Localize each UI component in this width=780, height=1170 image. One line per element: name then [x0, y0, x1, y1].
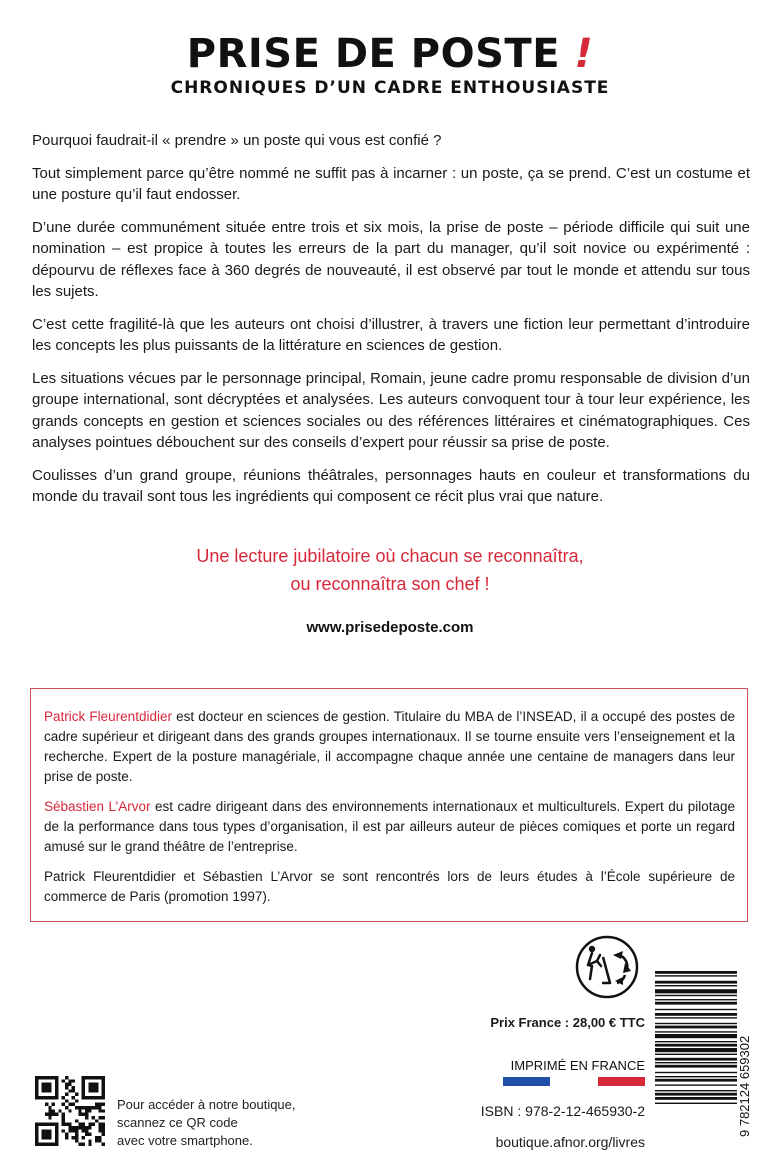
shop-url[interactable]: boutique.afnor.org/livres [495, 1134, 645, 1150]
authors-box [30, 688, 748, 922]
website-link[interactable]: www.prisedeposte.com [306, 619, 474, 636]
barcode-digits: 9 782124 659302 [737, 1035, 752, 1137]
author-1-bio [44, 707, 735, 787]
qr-code [35, 1076, 105, 1146]
price-label: Prix France : 28,00 € TTC [490, 1015, 645, 1030]
qr-caption [117, 1096, 317, 1150]
qr-caption-line: Pour accéder à notre boutique, [117, 1097, 296, 1112]
author-2-bio [44, 797, 735, 857]
printed-in-france: IMPRIMÉ EN FRANCE [510, 1058, 645, 1073]
flag-blue [503, 1077, 550, 1086]
triman-recycling-icon [575, 935, 639, 999]
title-exclamation: ! [574, 31, 594, 77]
book-subtitle: CHRONIQUES D’UN CADRE ENTHOUSIASTE [170, 78, 610, 98]
qr-caption-line: avec votre smartphone. [117, 1133, 253, 1148]
book-title [0, 32, 780, 76]
author-1-name: Patrick Fleurentdidier [44, 709, 172, 724]
french-flag-stripe [503, 1077, 645, 1086]
back-cover-blurb [32, 130, 750, 519]
flag-red [598, 1077, 645, 1086]
isbn-barcode [655, 967, 755, 1157]
author-1-bio-text: est docteur en sciences de gestion. Titulaire du MBA de l’INSEAD, il a occupé des postes de cadre supérieur et dirigeant dans des grands groupes internationaux. Il se tourne ensuite vers l’enseignement et la recherche. Expert de la posture managériale, il accompagne chaque année une centaine de managers dans leur prise de poste. [44, 709, 735, 784]
tagline [0, 542, 780, 598]
tagline-line-1: Une lecture jubilatoire où chacun se reconnaîtra, [196, 546, 584, 566]
authors-meeting: Patrick Fleurentdidier et Sébastien L’Arvor se sont rencontrés lors de leurs études à l’École supérieure de commerce de Paris (promotion 1997). [44, 869, 735, 904]
blurb-paragraph: Tout simplement parce qu’être nommé ne suffit pas à incarner : un poste, ça se prend. C’est un costume et une posture qu’il faut endosser. [32, 164, 750, 203]
blurb-paragraph: D’une durée communément située entre trois et six mois, la prise de poste – période difficile qui suit une nomination – est propice à toutes les erreurs de la part du manager, qu’il soit novice ou expérimenté : dépourvu de réflexes face à 360 degrés de nouveauté, il est observé par tout le monde et attendu sur tous les sujets. [32, 218, 750, 300]
blurb-paragraph: Pourquoi faudrait-il « prendre » un poste qui vous est confié ? [32, 132, 442, 149]
isbn-label: ISBN : 978-2-12-465930-2 [480, 1103, 645, 1119]
author-2-name: Sébastien L’Arvor [44, 799, 151, 814]
blurb-paragraph: C’est cette fragilité-là que les auteurs ont choisi d’illustrer, à travers une fiction leur permettant d’introduire les concepts les plus puissants de la littérature en sciences de gestion. [32, 315, 750, 354]
flag-white [550, 1077, 597, 1086]
blurb-paragraph: Les situations vécues par le personnage principal, Romain, jeune cadre promu responsable de division d’un groupe international, sont décryptées et analysées. Les auteurs convoquent tour à tour leur expérience, les grands concepts en gestion et sciences sociales ou des références littéraires et cinématographiques. Ces analyses pointues débouchent sur des conseils d’expert pour réussir sa prise de poste. [32, 369, 750, 451]
book-title-text: PRISE DE POSTE [186, 31, 561, 77]
qr-caption-line: scannez ce QR code [117, 1115, 238, 1130]
blurb-paragraph: Coulisses d’un grand groupe, réunions théâtrales, personnages hauts en couleur et transformations du monde du travail sont tous les ingrédients qui composent ce récit plus vrai que nature. [32, 466, 750, 505]
tagline-line-2: ou reconnaîtra son chef ! [290, 574, 490, 594]
author-2-bio-text: est cadre dirigeant dans des environnements internationaux et multiculturels. Expert du pilotage de la performance dans tous types d’organisation, il est par ailleurs auteur de pièces comiques et porte un regard amusé sur le grand théâtre de l’entreprise. [44, 799, 736, 854]
